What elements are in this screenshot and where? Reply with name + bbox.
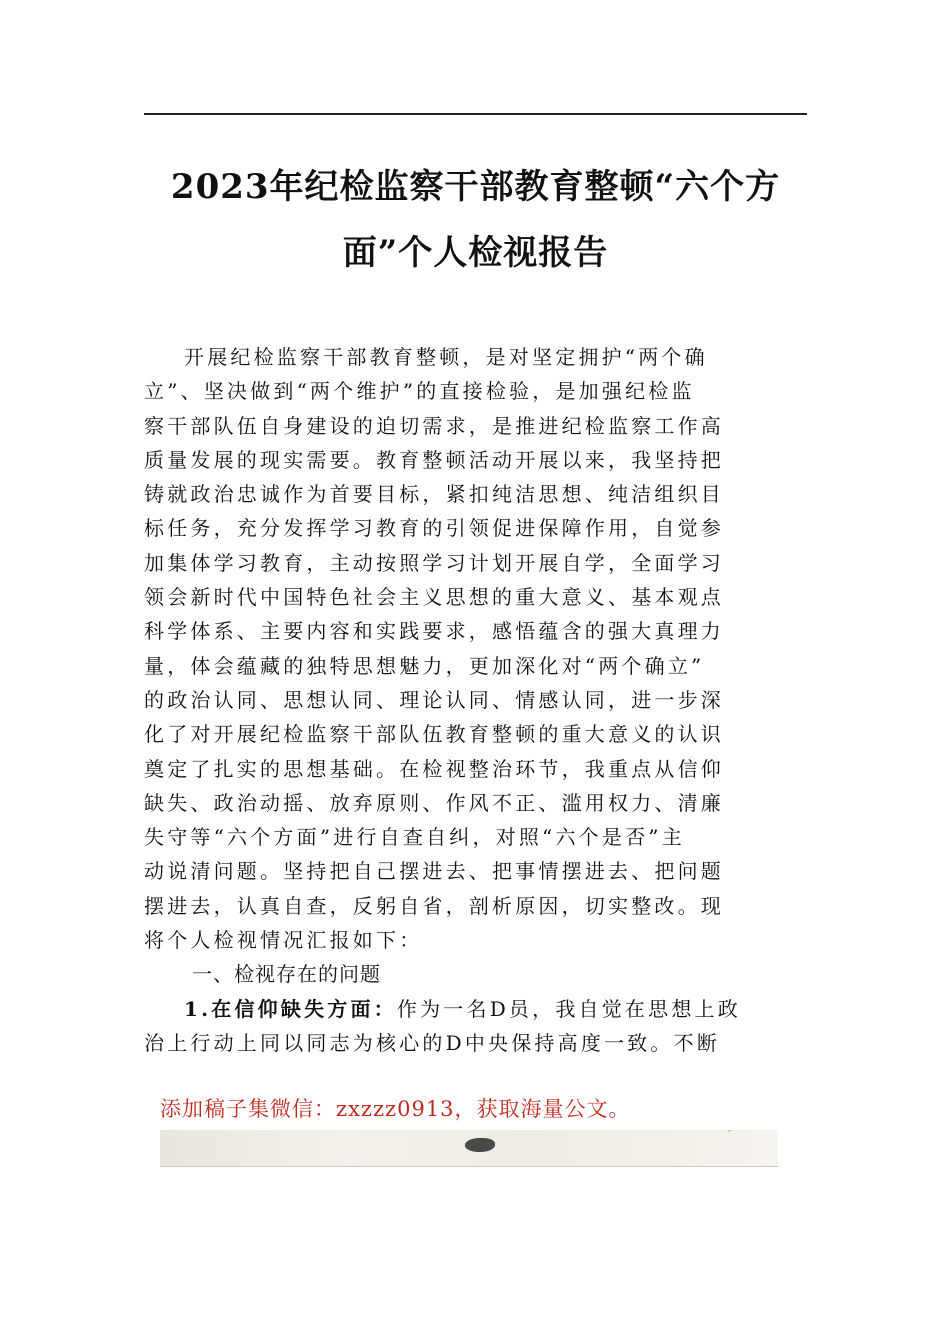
section-heading: 一、检视存在的问题 bbox=[192, 962, 381, 987]
intro-line: 科学体系、主要内容和实践要求，感悟蕴含的强大真理力 bbox=[144, 619, 724, 644]
intro-line: 化了对开展纪检监察干部队伍教育整顿的重大意义的认识 bbox=[144, 722, 724, 747]
intro-line: 奠定了扎实的思想基础。在检视整治环节，我重点从信仰 bbox=[144, 756, 724, 781]
point-1-paragraph bbox=[144, 992, 807, 1061]
intro-line: 领会新时代中国特色社会主义思想的重大意义、基本观点 bbox=[144, 585, 724, 610]
intro-line: 察干部队伍自身建设的迫切需求，是推进纪检监察工作高 bbox=[144, 413, 724, 438]
point-1-lead: 1.在信仰缺失方面： bbox=[184, 996, 397, 1021]
document-body bbox=[144, 340, 807, 1060]
intro-paragraph bbox=[144, 340, 807, 957]
intro-line: 失守等“六个方面”进行自查自纠，对照“六个是否”主 bbox=[144, 825, 685, 850]
intro-line: 摆进去，认真自查，反躬自省，剖析原因，切实整改。现 bbox=[144, 893, 724, 918]
intro-line: 立”、坚决做到“两个维护”的直接检验，是加强纪检监 bbox=[144, 379, 695, 404]
title-line-2: 面”个人检视报告 bbox=[342, 233, 609, 273]
header-rule bbox=[144, 113, 807, 115]
intro-line: 动说清问题。坚持把自己摆进去、把事情摆进去、把问题 bbox=[144, 859, 724, 884]
intro-line: 缺失、政治动摇、放弃原则、作风不正、滥用权力、清廉 bbox=[144, 790, 724, 815]
point-1-text: 作为一名D员，我自觉在思想上政 bbox=[396, 996, 741, 1021]
intro-line: 标任务，充分发挥学习教育的引领促进保障作用，自觉参 bbox=[144, 516, 724, 541]
intro-line: 质量发展的现实需要。教育整顿活动开展以来，我坚持把 bbox=[144, 447, 724, 472]
intro-line: 加集体学习教育，主动按照学习计划开展自学，全面学习 bbox=[144, 550, 724, 575]
ink-blot-decoration bbox=[465, 1138, 495, 1152]
intro-line: 将个人检视情况汇报如下： bbox=[144, 928, 423, 953]
title-line-1: 2023年纪检监察干部教育整顿“六个方 bbox=[170, 167, 781, 207]
decorative-banner-image bbox=[160, 1130, 778, 1167]
intro-line: 的政治认同、思想认同、理论认同、情感认同，进一步深 bbox=[144, 687, 724, 712]
point-1-line: 治上行动上同以同志为核心的D中央保持高度一致。不断 bbox=[144, 1030, 721, 1055]
point-1-line bbox=[144, 992, 807, 1026]
intro-line: 开展纪检监察干部教育整顿，是对坚定拥护“两个确 bbox=[184, 345, 708, 369]
intro-line: 量，体会蕴藏的独特思想魅力，更加深化对“两个确立” bbox=[144, 653, 705, 678]
gold-curve-decoration bbox=[720, 1130, 778, 1158]
document-title bbox=[144, 154, 807, 286]
wechat-promo-text: 添加稿子集微信：zxzzz0913，获取海量公文。 bbox=[160, 1097, 631, 1121]
intro-line: 铸就政治忠诚作为首要目标，紧扣纯洁思想、纯洁组织目 bbox=[144, 482, 724, 507]
